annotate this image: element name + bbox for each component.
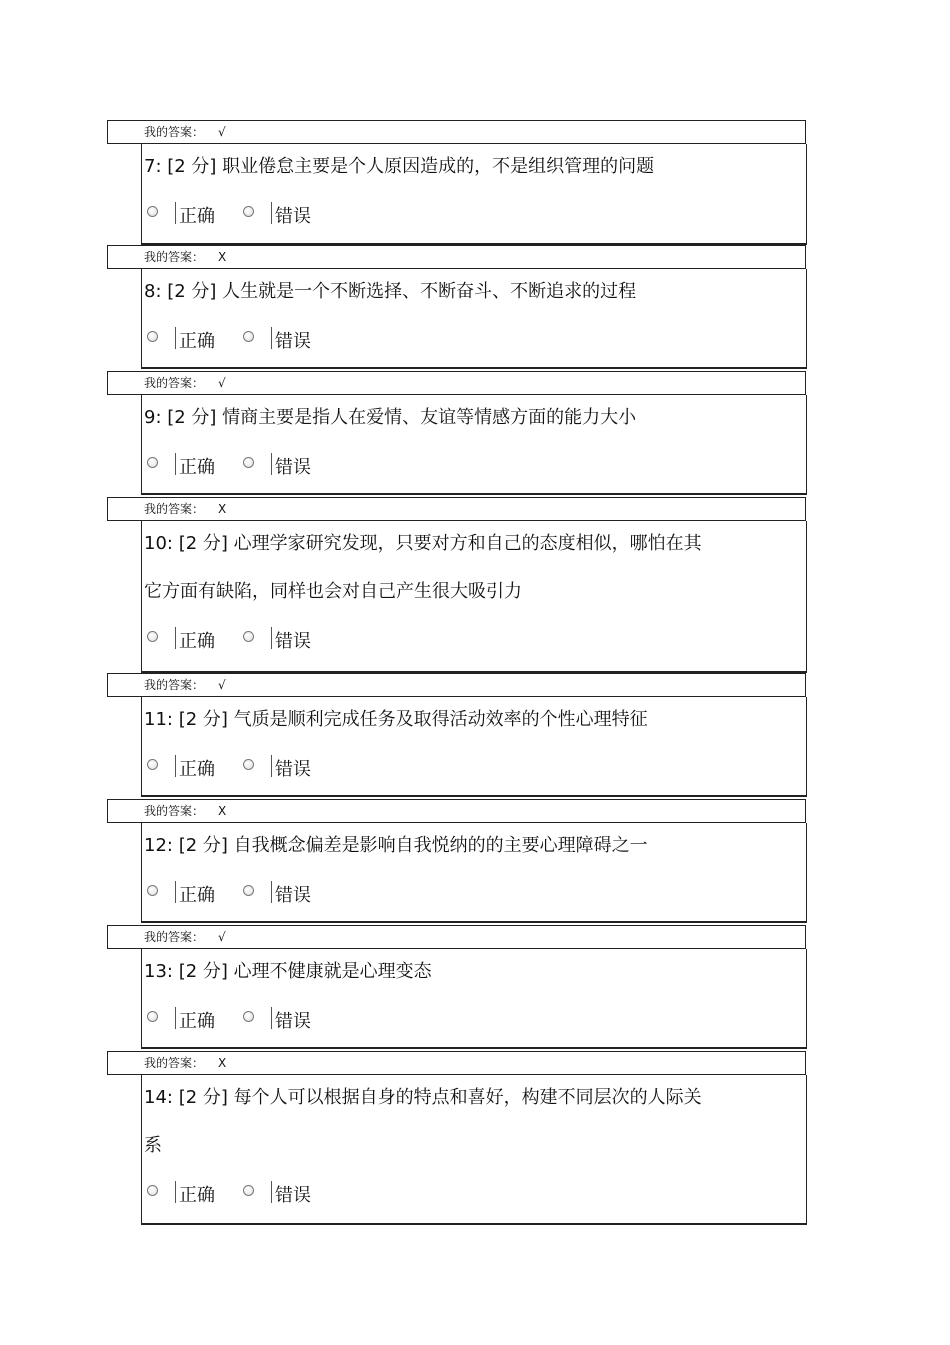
option-label-false: 错误 (275, 457, 311, 478)
question-text: 9: [2 分] 情商主要是指人在爱情、友谊等情感方面的能力大小 (144, 407, 637, 428)
option-label-false: 错误 (275, 206, 311, 227)
option-true[interactable] (144, 455, 224, 489)
answer-value: X (218, 250, 227, 264)
answer-row (107, 799, 806, 823)
option-false[interactable] (240, 455, 320, 489)
question-text: 12: [2 分] 自我概念偏差是影响自我悦纳的的主要心理障碍之一 (144, 835, 648, 856)
question-text: 7: [2 分] 职业倦怠主要是个人原因造成的，不是组织管理的问题 (144, 156, 655, 177)
answer-value: X (218, 1056, 227, 1070)
radio-true[interactable] (147, 885, 158, 896)
option-separator (175, 755, 176, 777)
radio-false[interactable] (243, 331, 254, 342)
answer-row (107, 1051, 806, 1075)
option-false[interactable] (240, 883, 320, 917)
option-label-true: 正确 (179, 331, 215, 352)
option-separator (175, 453, 176, 475)
answer-row (107, 497, 806, 521)
question-10 (141, 521, 807, 673)
question-text: 8: [2 分] 人生就是一个不断选择、不断奋斗、不断追求的过程 (144, 281, 637, 302)
option-separator (271, 1181, 272, 1203)
answer-label: 我的答案： (144, 678, 205, 692)
option-separator (271, 453, 272, 475)
option-separator (271, 755, 272, 777)
option-label-false: 错误 (275, 331, 311, 352)
option-separator (175, 202, 176, 224)
option-true[interactable] (144, 757, 224, 791)
question-13 (141, 949, 807, 1049)
radio-false[interactable] (243, 1011, 254, 1022)
option-label-false: 错误 (275, 631, 311, 652)
answer-value: X (218, 502, 227, 516)
answer-value: X (218, 804, 227, 818)
answer-label: 我的答案： (144, 376, 205, 390)
radio-true[interactable] (147, 206, 158, 217)
option-separator (175, 881, 176, 903)
answer-label: 我的答案： (144, 804, 205, 818)
option-separator (271, 627, 272, 649)
answer-label: 我的答案： (144, 930, 205, 944)
option-label-false: 错误 (275, 1185, 311, 1206)
radio-true[interactable] (147, 631, 158, 642)
radio-false[interactable] (243, 885, 254, 896)
option-label-true: 正确 (179, 885, 215, 906)
question-12 (141, 823, 807, 923)
option-label-true: 正确 (179, 631, 215, 652)
option-separator (175, 1181, 176, 1203)
option-true[interactable] (144, 329, 224, 363)
answer-label: 我的答案： (144, 125, 205, 139)
question-8 (141, 269, 807, 369)
question-text: 14: [2 分] 每个人可以根据自身的特点和喜好，构建不同层次的人际关 (144, 1087, 702, 1108)
radio-true[interactable] (147, 1011, 158, 1022)
answer-row (107, 673, 806, 697)
option-separator (271, 327, 272, 349)
option-label-false: 错误 (275, 885, 311, 906)
option-label-true: 正确 (179, 457, 215, 478)
option-false[interactable] (240, 204, 320, 238)
option-true[interactable] (144, 204, 224, 238)
question-text: 13: [2 分] 心理不健康就是心理变态 (144, 961, 432, 982)
answer-label: 我的答案： (144, 250, 205, 264)
answer-label: 我的答案： (144, 502, 205, 516)
radio-true[interactable] (147, 457, 158, 468)
radio-true[interactable] (147, 1185, 158, 1196)
radio-true[interactable] (147, 759, 158, 770)
option-true[interactable] (144, 883, 224, 917)
answer-row (107, 120, 806, 144)
option-true[interactable] (144, 1009, 224, 1043)
radio-false[interactable] (243, 759, 254, 770)
option-separator (271, 1007, 272, 1029)
option-label-false: 错误 (275, 1011, 311, 1032)
radio-false[interactable] (243, 206, 254, 217)
option-label-true: 正确 (179, 1011, 215, 1032)
answer-label: 我的答案： (144, 1056, 205, 1070)
answer-row (107, 371, 806, 395)
option-label-true: 正确 (179, 759, 215, 780)
option-false[interactable] (240, 757, 320, 791)
option-true[interactable] (144, 629, 224, 663)
option-separator (271, 881, 272, 903)
option-false[interactable] (240, 1183, 320, 1217)
answer-value: √ (218, 125, 226, 139)
option-separator (175, 1007, 176, 1029)
question-7 (141, 144, 807, 245)
option-false[interactable] (240, 629, 320, 663)
answer-value: √ (218, 678, 226, 692)
question-11 (141, 697, 807, 797)
question-text: 系 (144, 1135, 162, 1156)
radio-true[interactable] (147, 331, 158, 342)
question-text: 它方面有缺陷，同样也会对自己产生很大吸引力 (144, 581, 522, 602)
answer-row (107, 925, 806, 949)
answer-row (107, 245, 806, 269)
option-false[interactable] (240, 329, 320, 363)
option-label-false: 错误 (275, 759, 311, 780)
option-label-true: 正确 (179, 1185, 215, 1206)
answer-value: √ (218, 930, 226, 944)
answer-value: √ (218, 376, 226, 390)
option-false[interactable] (240, 1009, 320, 1043)
radio-false[interactable] (243, 457, 254, 468)
option-label-true: 正确 (179, 206, 215, 227)
option-separator (175, 327, 176, 349)
question-9 (141, 395, 807, 495)
question-text: 11: [2 分] 气质是顺利完成任务及取得活动效率的个性心理特征 (144, 709, 648, 730)
option-separator (175, 627, 176, 649)
question-text: 10: [2 分] 心理学家研究发现，只要对方和自己的态度相似，哪怕在其 (144, 533, 702, 554)
radio-false[interactable] (243, 631, 254, 642)
option-true[interactable] (144, 1183, 224, 1217)
radio-false[interactable] (243, 1185, 254, 1196)
question-14 (141, 1075, 807, 1225)
option-separator (271, 202, 272, 224)
